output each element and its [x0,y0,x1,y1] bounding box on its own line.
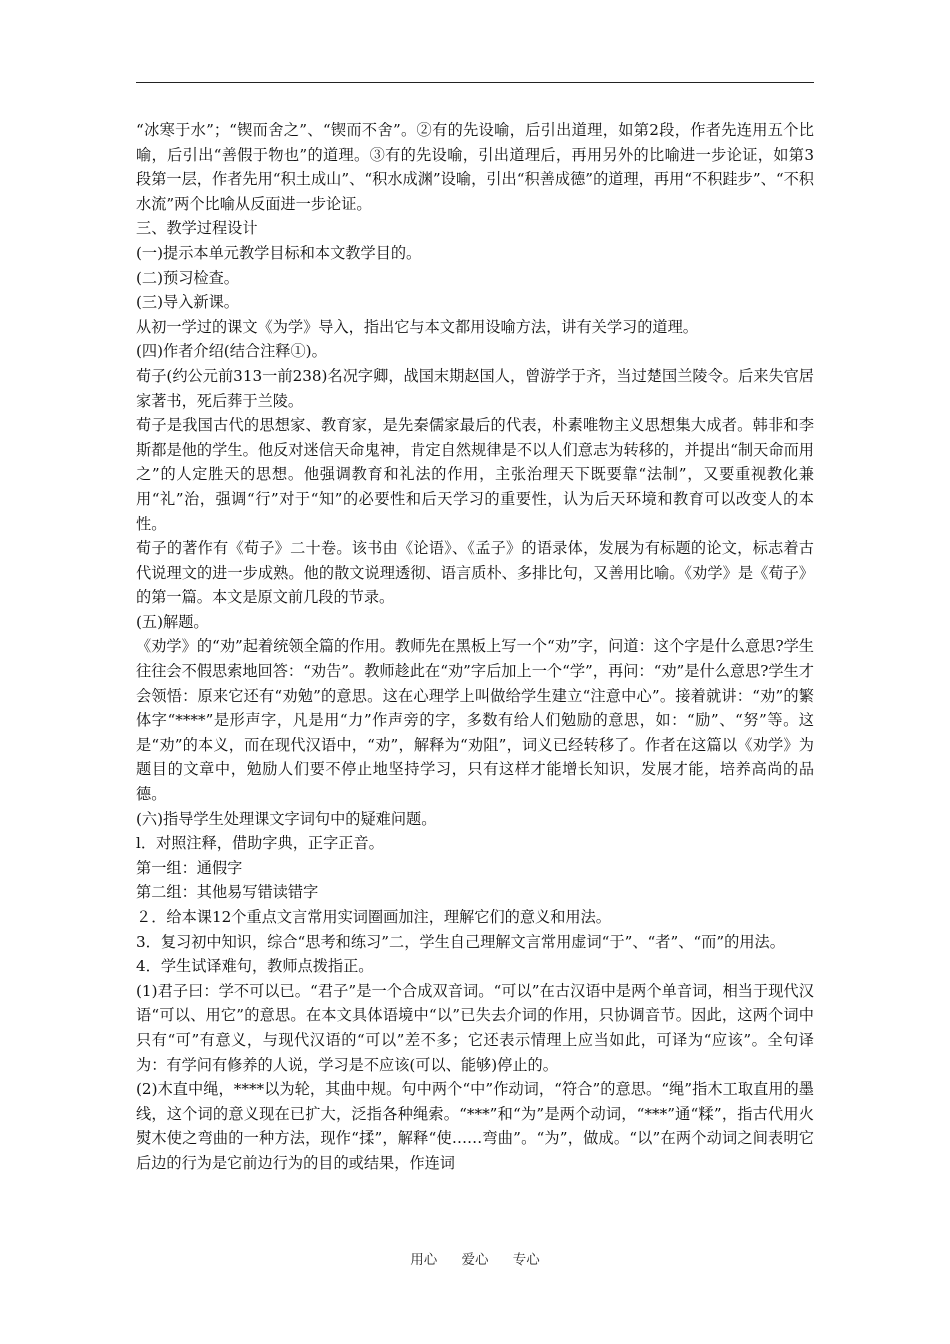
paragraph-title-explanation: 《劝学》的“劝”起着统领全篇的作用。教师先在黑板上写一个“劝”字，问道：这个字是什么意思?学生往往会不假思索地回答：“劝告”。教师趁此在“劝”字后加上一个“学”，再问：“劝”是什么意思?学生才会领悟：原来它还有“劝勉”的意思。这在心理学上叫做给学生建立“注意中心”。接着就讲：“劝”的繁体字“****”是形声字，凡是用“力”作声旁的字，多数有给人们勉励的意思，如：“励”、“努”等。这是“劝”的本义，而在现代汉语中，“劝”，解释为“劝阻”，词义已经转移了。作者在这篇以《劝学》为题目的文章中，勉励人们要不停止地坚持学习，只有这样才能增长知识，发展才能，培养高尚的品德。 [136,637,814,804]
heading-teaching-design: 三、教学过程设计 [136,219,258,238]
group-2: 第二组：其他易写错读错字 [136,883,319,902]
list-item-3: 3．复习初中知识，综合“思考和练习”二，学生自己理解文言常用虚词“于”、“者”、“而”的用法。 [136,932,785,951]
sentence-2-analysis: (2)木直中绳，****以为轮，其曲中规。句中两个“中”作动词，“符合”的意思。“绳”指木工取直用的墨线，这个词的意义现在已扩大，泛指各种绳索。“***”和“为”是两个动词，“***”通“糅”，指古代用火熨木使之弯曲的一种方法，现作“揉”，解释“使……弯曲”。“为”，做成。“以”在两个动词之间表明它后边的行为是它前边行为的目的或结果，作连词 [136,1080,814,1172]
step-3: (三)导入新课。 [136,293,239,312]
step-4: (四)作者介绍(结合注释①)。 [136,342,327,361]
paragraph-author-works: 荀子的著作有《荀子》二十卷。该书由《论语》、《孟子》的语录体，发展为有标题的论文，标志着古代说理文的进一步成熟。他的散文说理透彻、语言质朴、多排比句，又善用比喻。《劝学》是《荀子》的第一篇。本文是原文前几段的节录。 [136,539,814,607]
list-item-1: l．对照注释，借助字典，正字正音。 [136,834,384,853]
group-1: 第一组：通假字 [136,858,243,877]
list-item-2: ２．给本课12个重点文言常用实词圈画加注，理解它们的意义和用法。 [136,908,611,926]
list-item-4: 4．学生试译难句，教师点拨指正。 [136,957,374,976]
paragraph-metaphor-analysis: “冰寒于水”；“锲而舍之”、“锲而不舍”。②有的先设喻，后引出道理，如第2段，作者先连用五个比喻，后引出“善假于物也”的道理。③有的先设喻，引出道理后，再用另外的比喻进一步论证，如第3段第一层，作者先用“积土成山”、“积水成渊”设喻，引出“积善成德”的道理，再用“不积跬步”、“不积水流”两个比喻从反面进一步论证。 [136,121,814,213]
document-body [136,118,814,1176]
footer-text-1: 用心 [410,1252,438,1268]
step-1: (一)提示本单元教学目标和本文教学目的。 [136,243,422,262]
sentence-1-analysis: (1)君子曰：学不可以已。“君子”是一个合成双音词。“可以”在古汉语中是两个单音词，相当于现代汉语“可以、用它”的意思。在本文具体语境中“以”已失去介词的作用，只协调音节。因此，这两个词中只有“可”有意义，与现代汉语的“可以”差不多；它还表示情理上应当如此，可译为“应该”。全句译为：有学问有修养的人说，学习是不应该(可以、能够)停止的。 [136,981,814,1074]
footer-text-3: 专心 [512,1252,540,1268]
header-rule [136,82,814,83]
step-2: (二)预习检查。 [136,268,239,287]
paragraph-author-thought: 荀子是我国古代的思想家、教育家，是先秦儒家最后的代表，朴素唯物主义思想集大成者。韩非和李斯都是他的学生。他反对迷信天命鬼神，肯定自然规律是不以人们意志为转移的，并提出“制天命而用之”的人定胜天的思想。他强调教育和礼法的作用，主张治理天下既要靠“法制”，又要重视教化兼用“礼”治，强调“行”对于“知”的必要性和后天学习的重要性，认为后天环境和教育可以改变人的本性。 [136,416,814,533]
paragraph-author-bio: 荀子(约公元前313一前238)名况字卿，战国末期赵国人，曾游学于齐，当过楚国兰陵令。后来失官居家著书，死后葬于兰陵。 [136,366,814,410]
footer-text-2: 爱心 [461,1252,489,1268]
step-5: (五)解题。 [136,612,209,631]
paragraph-intro: 从初一学过的课文《为学》导入，指出它与本文都用设喻方法，讲有关学习的道理。 [136,317,698,336]
step-6: (六)指导学生处理课文字词句中的疑难问题。 [136,809,437,828]
page-footer [0,1248,950,1268]
